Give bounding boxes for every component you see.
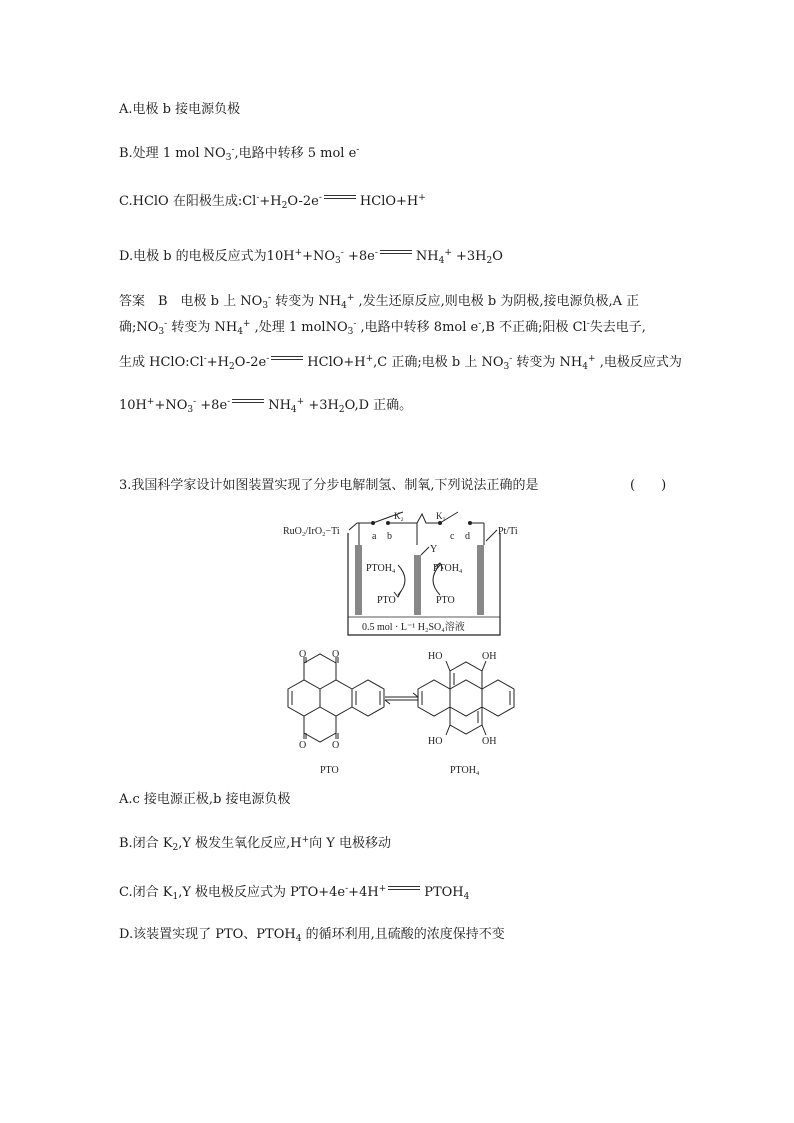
terminal-d: d [465,531,470,542]
left-electrode-label: RuO₂/IrO₂−Ti [283,526,340,537]
prev-option-d: D.电极 b 的电极反应式为$10H^++NO_3^- +8e^-$ $NH_4^+ +3H_2O$ [119,248,503,266]
answer-line-3: 生成 $HClO:Cl^-+H_2O-2e^-$ HClO+H+,C 正确;电极 b 上 $NO_3^-$ 转变为 $NH_4^+$ ,电极反应式为 [119,354,682,372]
question-stem: 3.我国科学家设计如图装置实现了分步电解制氢、制氧,下列说法正确的是 [119,478,539,493]
ptoh4-name: PTOH₄ [450,765,480,776]
electrolysis-apparatus-diagram [280,505,530,637]
option-c: C.闭合 $K_1,Y$ 极电极反应式为 PTO+4e-+4H+ $PTOH_4$ [119,884,470,902]
pto-oxygen-2: O [332,649,340,660]
switch-k2-label: K₂ [394,511,404,521]
ptoh4-hydroxyl-3: HO [428,736,443,747]
terminal-a: a [372,531,377,542]
middle-electrode-label: Y [430,544,438,555]
option-a: A.c 接电源正极,b 接电源负极 [119,792,291,807]
prev-option-b: B.处理 1 mol $NO_3^-$,电路中转移 5 mol e- [119,145,360,163]
pto-right-label: PTO [436,595,455,606]
pto-name: PTO [320,765,339,776]
ptoh4-hydroxyl-4: OH [482,736,497,747]
molecular-structures-figure [270,647,550,777]
terminal-b: b [387,531,392,542]
pto-oxygen-4: O [332,740,340,751]
ptoh4-hydroxyl-1: HO [428,651,443,662]
answer-line-2: 确$;NO_3^-$ 转变为 $NH_4^+$ ,处理 1 molNO$_3$- ,电路中转移 8mol e-,B 不正确;阳极 Cl-失去电子, [119,319,646,337]
right-electrode-label: Pt/Ti [498,526,518,537]
answer-paren: ( ) [630,478,667,493]
option-b: B.闭合 $K_2,Y$ 极发生氧化反应,H+向 Y 电极移动 [119,835,391,853]
ptoh4-hydroxyl-2: OH [482,651,497,662]
terminal-c: c [450,531,455,542]
ptoh4-left-label: PTOH₄ [366,563,396,574]
option-d: D.该装置实现了 PTO、$PTOH_4$ 的循环利用,且硫酸的浓度保持不变 [119,927,505,944]
prev-option-a: A.电极 b 接电源负极 [119,102,241,117]
pto-oxygen-3: O [299,740,307,751]
pto-oxygen-1: O [299,649,307,660]
electrolyte-label: 0.5 mol · L⁻¹ H₂SO₄溶液 [362,622,465,633]
answer-line-1: 答案 B 电极 b 上 $NO_3^-$ 转变为 $NH_4^+$ ,发生还原反应,则电极 b 为阴极,接电源负极,A 正 [119,293,640,311]
answer-line-4: $10H^++NO_3^- +8e^-$ $NH_4^+ +3H_2O,D$ 正确。 [119,397,413,415]
ptoh4-right-label: PTOH₄ [433,563,463,574]
pto-left-label: PTO [377,595,396,606]
prev-option-c: C.HClO 在阳极生成$:Cl^-+H_2O-2e^-$ HClO+H+ [119,193,426,211]
switch-k1-label: K₁ [436,511,446,521]
